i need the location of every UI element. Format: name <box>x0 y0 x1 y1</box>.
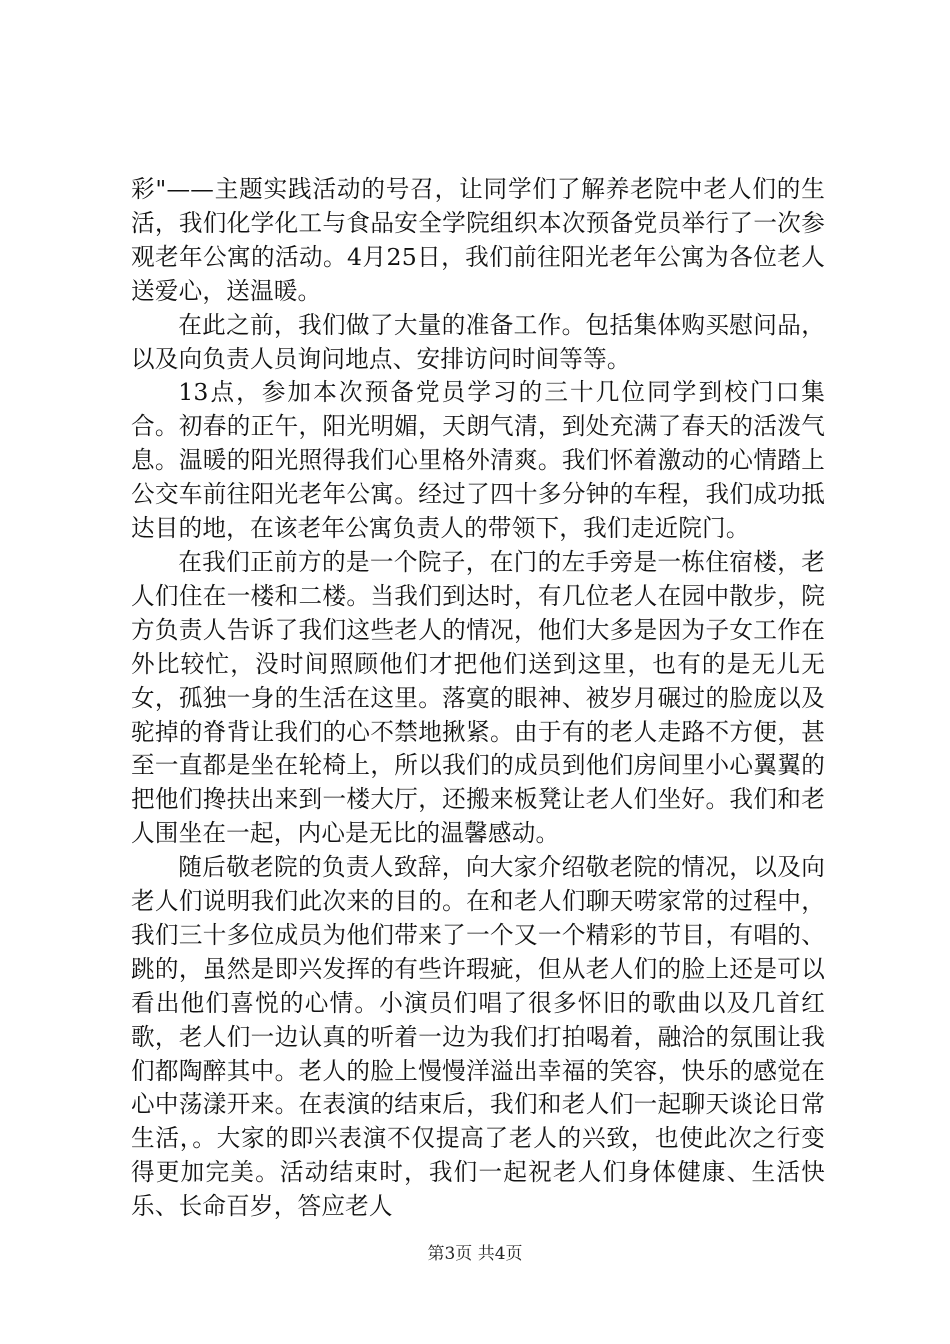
paragraph-4: 在我们正前方的是一个院子，在门的左手旁是一栋住宿楼，老人们住在一楼和二楼。当我们到达时，有几位老人在园中散步，院方负责人告诉了我们这些老人的情况，他们大多是因为子女工作在外比较忙，没时间照顾他们才把他们送到这里，也有的是无儿无女，孤独一身的生活在这里。落寞的眼神、被岁月碾过的脸庞以及驼掉的脊背让我们的心不禁地揪紧。由于有的老人走路不方便，甚至一直都是坐在轮椅上，所以我们的成员到他们房间里小心翼翼的把他们搀扶出来到一楼大厅，还搬来板凳让老人们坐好。我们和老人围坐在一起，内心是无比的温馨感动。 <box>131 547 825 848</box>
document-body <box>131 173 825 1224</box>
paragraph-2: 在此之前，我们做了大量的准备工作。包括集体购买慰问品，以及向负责人员询问地点、安排访问时间等等。 <box>131 310 825 373</box>
paragraph-5: 随后敬老院的负责人致辞，向大家介绍敬老院的情况，以及向老人们说明我们此次来的目的。在和老人们聊天唠家常的过程中，我们三十多位成员为他们带来了一个又一个精彩的节目，有唱的、跳的，虽然是即兴发挥的有些许瑕疵，但从老人们的脸上还是可以看出他们喜悦的心情。小演员们唱了很多怀旧的歌曲以及几首红歌，老人们一边认真的听着一边为我们打拍喝着，融洽的氛围让我们都陶醉其中。老人的脸上慢慢洋溢出幸福的笑容，快乐的感觉在心中荡漾开来。在表演的结束后，我们和老人们一起聊天谈论日常生活，。大家的即兴表演不仅提高了老人的兴致，也使此次之行变得更加完美。活动结束时，我们一起祝老人们身体健康、生活快乐、长命百岁，答应老人 <box>131 853 825 1221</box>
paragraph-3: 13点，参加本次预备党员学习的三十几位同学到校门口集合。初春的正午，阳光明媚，天朗气清，到处充满了春天的活泼气息。温暖的阳光照得我们心里格外清爽。我们怀着激动的心情踏上公交车前往阳光老年公寓。经过了四十多分钟的车程，我们成功抵达目的地，在该老年公寓负责人的带领下，我们走近院门。 <box>131 378 825 543</box>
paragraph-1: 彩"——主题实践活动的号召，让同学们了解养老院中老人们的生活，我们化学化工与食品安全学院组织本次预备党员举行了一次参观老年公寓的活动。4月25日，我们前往阳光老年公寓为各位老人送爱心，送温暖。 <box>131 175 825 305</box>
page-footer: 第3页 共4页 <box>427 1244 523 1264</box>
